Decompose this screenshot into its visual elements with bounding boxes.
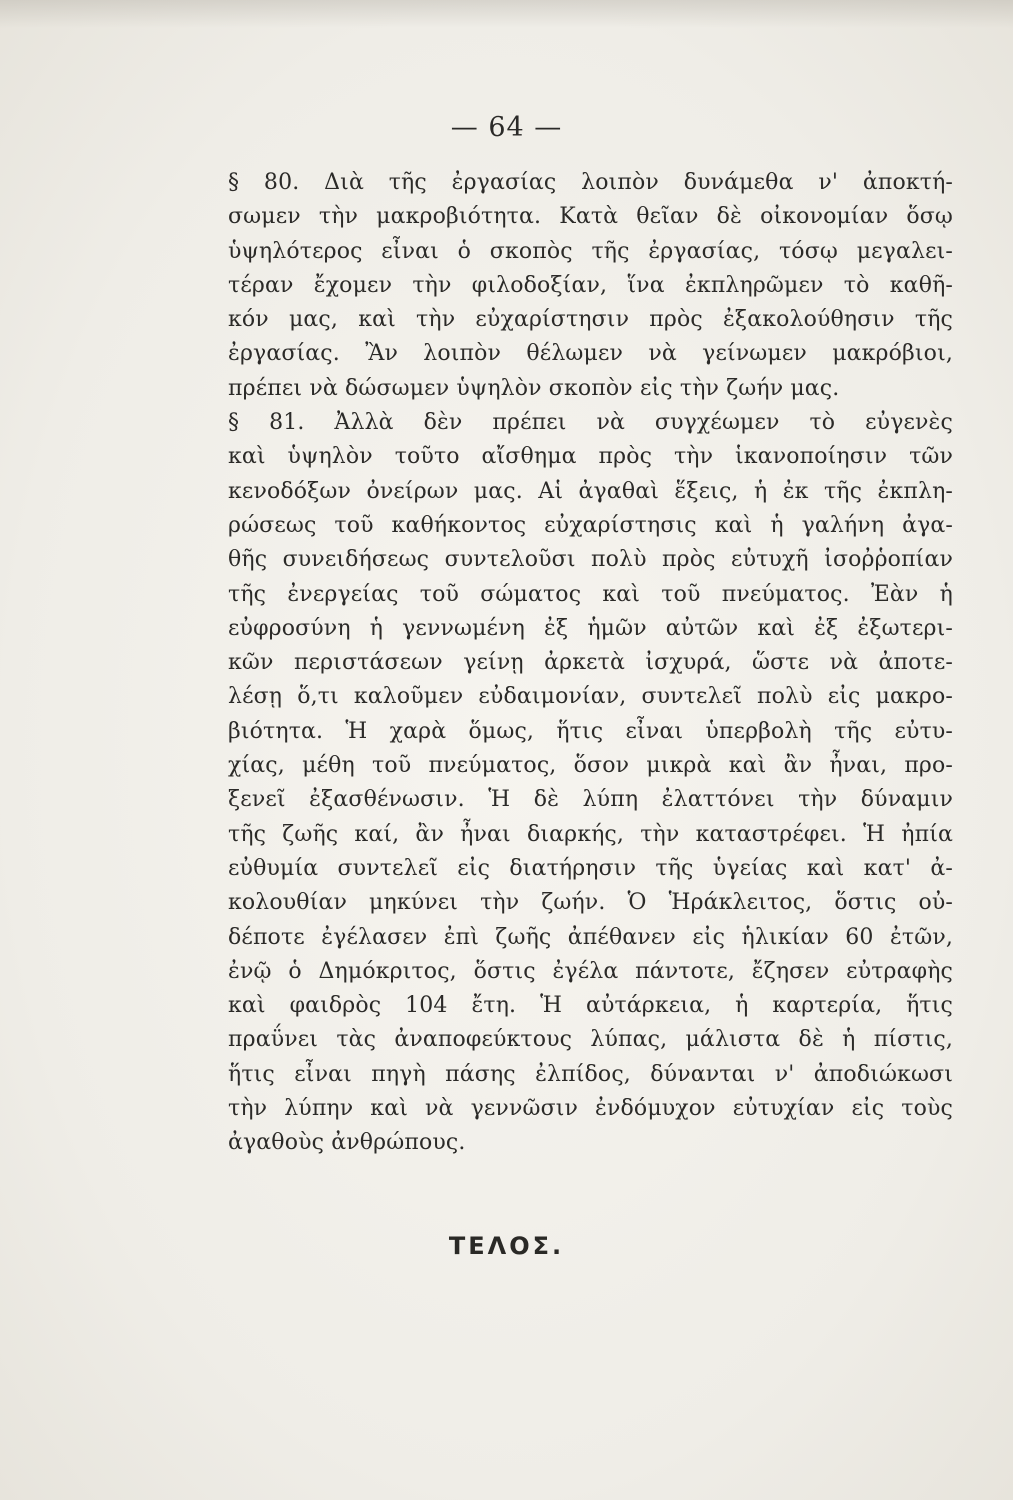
text-line: εὐθυμία συντελεῖ εἰς διατήρησιν τῆς ὑγείας καὶ κατ' ἀ- <box>228 855 953 881</box>
text-line: λέσῃ ὅ,τι καλοῦμεν εὐδαιμονίαν, συντελεῖ πολὺ εἰς μακρο- <box>228 684 953 710</box>
text-line: ξενεῖ ἐξασθένωσιν. Ἡ δὲ λύπη ἐλαττόνει τὴν δύναμιν <box>228 787 953 813</box>
text-line: βιότητα. Ἡ χαρὰ ὅμως, ἥτις εἶναι ὑπερβολὴ τῆς εὐτυ- <box>228 718 953 744</box>
text-line: ἥτις εἶναι πηγὴ πάσης ἐλπίδος, δύνανται ν' ἀποδιώκωσι <box>228 1061 953 1087</box>
text-line: θῆς συνειδήσεως συντελοῦσι πολὺ πρὸς εὐτυχῆ ἰσοῤῥοπίαν <box>228 547 953 573</box>
text-line: § 80. Διὰ τῆς ἐργασίας λοιπὸν δυνάμεθα ν' ἀποκτή- <box>228 170 953 195</box>
text-line: καὶ ὑψηλὸν τοῦτο αἴσθημα πρὸς τὴν ἱκανοποίησιν τῶν <box>228 444 953 470</box>
text-line: ὑψηλότερος εἶναι ὁ σκοπὸς τῆς ἐργασίας, τόσῳ μεγαλει- <box>228 238 953 264</box>
text-line: κενοδόξων ὀνείρων μας. Αἱ ἀγαθαὶ ἕξεις, ἡ ἐκ τῆς ἐκπλη- <box>228 478 953 504</box>
text-line: § 81. Ἀλλὰ δὲν πρέπει νὰ συγχέωμεν τὸ εὐγενὲς <box>228 410 953 436</box>
text-line: τῆς ζωῆς καί, ἂν ἦναι διαρκής, τὴν καταστρέφει. Ἡ ἠπία <box>228 821 953 847</box>
text-line: ἐργασίας. Ἂν λοιπὸν θέλωμεν νὰ γείνωμεν μακρόβιοι, <box>228 341 953 367</box>
text-line: κόν μας, καὶ τὴν εὐχαρίστησιν πρὸς ἐξακολούθησιν τῆς <box>228 307 953 333</box>
text-line: ἐνῷ ὁ Δημόκριτος, ὅστις ἐγέλα πάντοτε, ἔζησεν εὐτραφὴς <box>228 958 953 984</box>
text-line: ἀγαθοὺς ἀνθρώπους. <box>228 1130 466 1156</box>
text-line: πραΰνει τὰς ἀναποφεύκτους λύπας, μάλιστα δὲ ἡ πίστις, <box>228 1027 953 1053</box>
text-line: πρέπει νὰ δώσωμεν ὑψηλὸν σκοπὸν εἰς τὴν ζωήν μας. <box>228 375 840 401</box>
text-line: εὐφροσύνη ἡ γεννωμένη ἐξ ἡμῶν αὐτῶν καὶ ἐξ ἐξωτερι- <box>228 615 953 641</box>
text-line: τῆς ἐνεργείας τοῦ σώματος καὶ τοῦ πνεύματος. Ἐὰν ἡ <box>228 581 953 607</box>
text-line: κῶν περιστάσεων γείνῃ ἀρκετὰ ἰσχυρά, ὥστε νὰ ἀποτε- <box>228 650 953 676</box>
text-line: κολουθίαν μηκύνει τὴν ζωήν. Ὁ Ἡράκλειτος, ὅστις οὐ- <box>228 890 953 916</box>
page-number: — 64 — <box>450 112 563 143</box>
text-line: ρώσεως τοῦ καθήκοντος εὐχαρίστησις καὶ ἡ γαλήνη ἀγα- <box>228 512 953 538</box>
body-text <box>228 166 953 1161</box>
end-marker: ΤΕΛΟΣ. <box>448 1232 565 1260</box>
text-line: σωμεν τὴν μακροβιότητα. Κατὰ θεῖαν δὲ οἰκονομίαν ὅσῳ <box>228 204 953 230</box>
text-line: καὶ φαιδρὸς 104 ἔτη. Ἡ αὐτάρκεια, ἡ καρτερία, ἥτις <box>228 993 953 1019</box>
page-edge-shadow <box>0 0 1013 28</box>
text-line: χίας, μέθη τοῦ πνεύματος, ὅσον μικρὰ καὶ ἂν ἦναι, προ- <box>228 753 953 779</box>
text-line: τέραν ἔχομεν τὴν φιλοδοξίαν, ἵνα ἐκπληρῶμεν τὸ καθῆ- <box>228 272 953 298</box>
text-line: τὴν λύπην καὶ νὰ γεννῶσιν ἐνδόμυχον εὐτυχίαν εἰς τοὺς <box>228 1096 953 1122</box>
text-line: δέποτε ἐγέλασεν ἐπὶ ζωῆς ἀπέθανεν εἰς ἡλικίαν 60 ἐτῶν, <box>228 924 953 950</box>
